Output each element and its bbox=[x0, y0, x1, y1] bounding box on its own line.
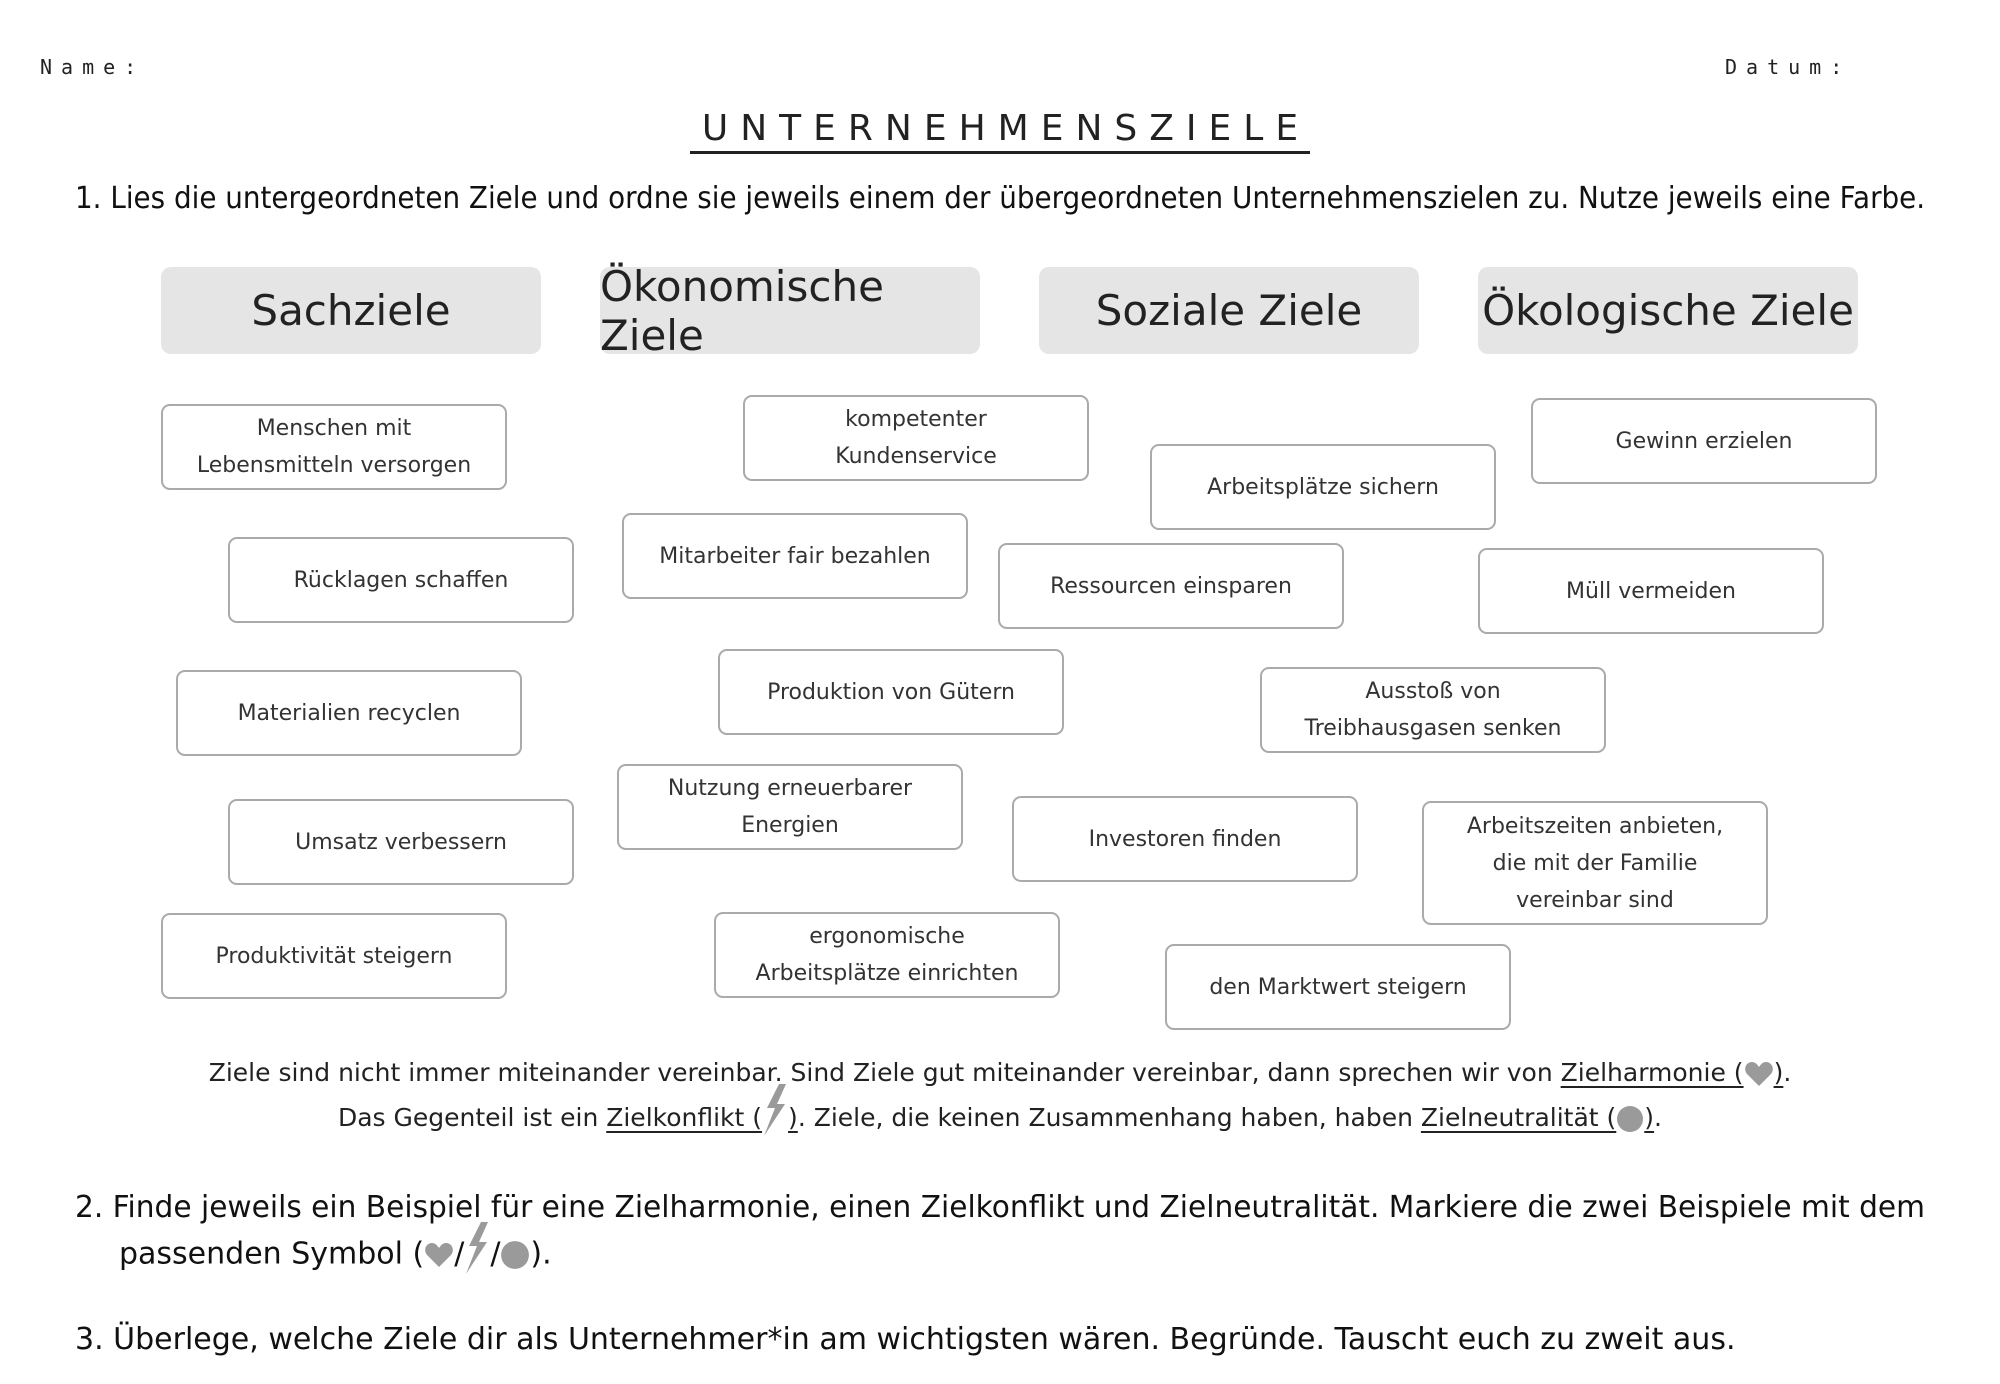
goal-card: Arbeitszeiten anbieten, die mit der Familie vereinbar sind bbox=[1422, 801, 1768, 925]
category-oekologische-ziele: Ökologische Ziele bbox=[1478, 267, 1858, 354]
goal-card: Materialien recyclen bbox=[176, 670, 522, 756]
zielneutralitaet-label: Zielneutralität ( bbox=[1420, 1103, 1617, 1132]
close-paren: ) bbox=[1773, 1058, 1784, 1087]
period: . bbox=[1654, 1103, 1662, 1132]
page-title: UNTERNEHMENSZIELE bbox=[690, 108, 1310, 154]
lightning-icon bbox=[762, 1084, 788, 1136]
goal-card: Rücklagen schaffen bbox=[228, 537, 574, 623]
lightning-icon bbox=[464, 1220, 490, 1276]
info-line-1 bbox=[0, 1058, 2000, 1087]
goal-card: Mitarbeiter fair bezahlen bbox=[622, 513, 968, 599]
info-text: Ziele sind nicht immer miteinander vereinbar. Sind Ziele gut miteinander vereinbar, dann sprechen wir von bbox=[208, 1058, 1561, 1087]
goal-card: Investoren finden bbox=[1012, 796, 1358, 882]
info-text: . Ziele, die keinen Zusammenhang haben, haben bbox=[797, 1103, 1421, 1132]
goal-card: Produktion von Gütern bbox=[718, 649, 1064, 735]
goal-card: Gewinn erzielen bbox=[1531, 398, 1877, 484]
goal-card: Menschen mit Lebensmitteln versorgen bbox=[161, 404, 507, 490]
heart-icon bbox=[424, 1242, 454, 1268]
period: . bbox=[1783, 1058, 1792, 1087]
goal-card: kompetenter Kundenservice bbox=[743, 395, 1089, 481]
task-1-instruction: 1. Lies die untergeordneten Ziele und ordne sie jeweils einem der übergeordneten Unternehmenszielen zu. Nutze jeweils eine Farbe. bbox=[75, 181, 1926, 216]
task-2-instruction: 2. Finde jeweils ein Beispiel für eine Zielharmonie, einen Zielkonflikt und Zielneutralität. Markiere die zwei Beispiele mit dem bbox=[75, 1190, 1926, 1225]
page-title-wrap bbox=[0, 108, 2000, 149]
slash: / bbox=[490, 1236, 501, 1272]
info-text: Das Gegenteil ist ein bbox=[337, 1103, 607, 1132]
task-3-instruction: 3. Überlege, welche Ziele dir als Unternehmer*in am wichtigsten wären. Begründe. Tauscht euch zu zweit aus. bbox=[75, 1322, 1736, 1357]
info-line-2 bbox=[0, 1102, 2000, 1136]
circle-icon bbox=[1616, 1105, 1644, 1133]
task-2-instruction-cont bbox=[119, 1234, 552, 1276]
zielkonflikt-label: Zielkonflikt ( bbox=[606, 1103, 763, 1132]
category-soziale-ziele: Soziale Ziele bbox=[1039, 267, 1419, 354]
date-label: Datum: bbox=[1725, 55, 1852, 79]
category-sachziele: Sachziele bbox=[161, 267, 541, 354]
task-2-text: passenden Symbol ( bbox=[119, 1236, 425, 1272]
goal-card: Ressourcen einsparen bbox=[998, 543, 1344, 629]
goal-card: Nutzung erneuerbarer Energien bbox=[617, 764, 963, 850]
task-2-text: ). bbox=[530, 1236, 552, 1272]
goal-card: Ausstoß von Treibhausgasen senken bbox=[1260, 667, 1606, 753]
zielharmonie-label: Zielharmonie ( bbox=[1560, 1058, 1744, 1087]
goal-card: den Marktwert steigern bbox=[1165, 944, 1511, 1030]
name-label: Name: bbox=[40, 55, 146, 79]
category-oekonomische-ziele: Ökonomische Ziele bbox=[600, 267, 980, 354]
zielharmonie-term bbox=[1561, 1058, 1784, 1087]
goal-card: ergonomische Arbeitsplätze einrichten bbox=[714, 912, 1060, 998]
close-paren: ) bbox=[788, 1103, 798, 1132]
slash: / bbox=[454, 1236, 465, 1272]
goal-card: Müll vermeiden bbox=[1478, 548, 1824, 634]
close-paren: ) bbox=[1644, 1103, 1655, 1132]
circle-icon bbox=[500, 1240, 530, 1270]
goal-card: Umsatz verbessern bbox=[228, 799, 574, 885]
goal-card: Produktivität steigern bbox=[161, 913, 507, 999]
zielkonflikt-term bbox=[606, 1103, 798, 1132]
goal-card: Arbeitsplätze sichern bbox=[1150, 444, 1496, 530]
heart-icon bbox=[1744, 1061, 1774, 1087]
zielneutralitaet-term bbox=[1421, 1103, 1654, 1132]
